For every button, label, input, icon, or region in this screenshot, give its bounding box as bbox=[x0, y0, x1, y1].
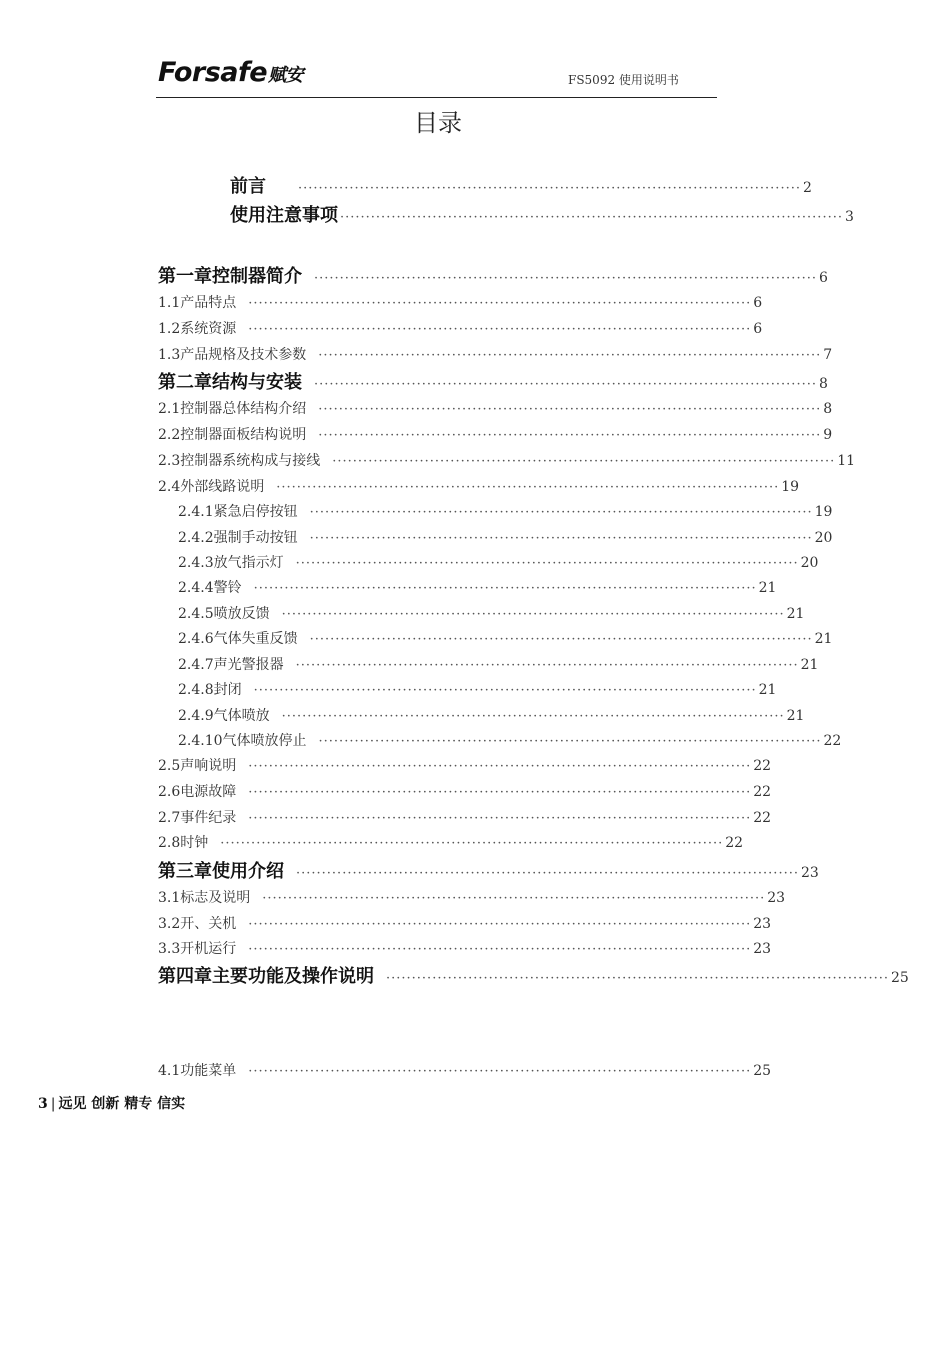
toc-entry-number: 2.4.1 bbox=[178, 504, 214, 520]
toc-page-number: 23 bbox=[753, 941, 772, 957]
toc-entry-label: 功能菜单 bbox=[180, 1063, 237, 1079]
footer-separator: | bbox=[50, 1096, 56, 1112]
toc-section-entry[interactable] bbox=[158, 887, 786, 909]
toc-dot-leader: ·································································································· bbox=[248, 811, 752, 826]
toc-dot-leader: ·································································································· bbox=[248, 759, 752, 774]
footer-page-number: 3 bbox=[38, 1096, 48, 1112]
toc-section-entry[interactable] bbox=[158, 938, 772, 960]
toc-page-number: 20 bbox=[800, 555, 819, 571]
toc-page-number: 23 bbox=[800, 865, 819, 881]
toc-entry-number: 2.4.10 bbox=[178, 733, 223, 749]
toc-dot-leader: ·································································································· bbox=[340, 210, 843, 225]
toc-entry-label: 气体失重反馈 bbox=[213, 631, 298, 647]
toc-dot-leader: ·································································································· bbox=[318, 348, 822, 363]
toc-entry-number: 4.1 bbox=[158, 1063, 181, 1079]
toc-page-number: 11 bbox=[837, 453, 856, 469]
toc-section-entry[interactable] bbox=[158, 476, 800, 498]
toc-page-number: 21 bbox=[786, 708, 805, 724]
toc-subsection-entry[interactable] bbox=[178, 603, 805, 625]
toc-entry-number: 2.4.2 bbox=[178, 530, 214, 546]
header-rule bbox=[156, 97, 717, 98]
toc-entry-number: 2.4.8 bbox=[178, 682, 214, 698]
toc-page-number: 6 bbox=[753, 321, 763, 337]
toc-page-number: 21 bbox=[758, 580, 777, 596]
toc-entry-label: 声响说明 bbox=[180, 758, 237, 774]
toc-section-entry[interactable] bbox=[158, 755, 772, 777]
toc-dot-leader: ·································································································· bbox=[281, 709, 785, 724]
toc-entry-number: 2.4.3 bbox=[178, 555, 214, 571]
toc-page-number: 3 bbox=[844, 209, 854, 225]
toc-subsection-entry[interactable] bbox=[178, 527, 833, 549]
toc-page-number: 25 bbox=[753, 1063, 772, 1079]
toc-dot-leader: ·································································································· bbox=[295, 556, 799, 571]
toc-entry-label: 控制器简介 bbox=[212, 266, 302, 287]
toc-entry-number: 2.4 bbox=[158, 479, 181, 495]
toc-entry-number: 1.1 bbox=[158, 295, 181, 311]
toc-page-number: 8 bbox=[823, 401, 833, 417]
toc-entry-number: 2.8 bbox=[158, 835, 181, 851]
toc-entry-label: 使用注意事项 bbox=[230, 205, 338, 226]
toc-page-number: 21 bbox=[800, 657, 819, 673]
toc-section-entry[interactable] bbox=[158, 913, 772, 935]
toc-dot-leader: ·································································································· bbox=[386, 971, 889, 986]
toc-subsection-entry[interactable] bbox=[178, 679, 777, 701]
toc-page-number: 19 bbox=[781, 479, 800, 495]
toc-dot-leader: ·································································································· bbox=[309, 505, 813, 520]
toc-preface-entry[interactable] bbox=[230, 201, 854, 227]
toc-entry-number: 2.3 bbox=[158, 453, 181, 469]
toc-dot-leader: ·································································································· bbox=[314, 271, 817, 286]
toc-page-number: 22 bbox=[753, 784, 772, 800]
toc-dot-leader: ·································································································· bbox=[309, 632, 813, 647]
toc-dot-leader: ·································································································· bbox=[253, 581, 757, 596]
toc-entry-label: 产品特点 bbox=[180, 295, 237, 311]
toc-subsection-entry[interactable] bbox=[178, 552, 819, 574]
toc-page-number: 23 bbox=[753, 916, 772, 932]
toc-page-number: 8 bbox=[818, 376, 828, 392]
toc-entry-label: 气体喷放停止 bbox=[222, 733, 307, 749]
toc-page-number: 22 bbox=[725, 835, 744, 851]
toc-entry-number: 2.1 bbox=[158, 401, 181, 417]
toc-dot-leader: ·································································································· bbox=[248, 785, 752, 800]
toc-dot-leader: ·································································································· bbox=[298, 181, 801, 196]
toc-page-number: 21 bbox=[786, 606, 805, 622]
toc-dot-leader: ·································································································· bbox=[276, 480, 780, 495]
logo-latin: Forsafe bbox=[158, 57, 268, 88]
toc-entry-number: 第二章 bbox=[158, 372, 212, 393]
toc-entry-number: 2.5 bbox=[158, 758, 181, 774]
toc-dot-leader: ·································································································· bbox=[332, 454, 836, 469]
toc-entry-label: 喷放反馈 bbox=[213, 606, 270, 622]
toc-page-number: 20 bbox=[814, 530, 833, 546]
toc-entry-label: 强制手动按钮 bbox=[213, 530, 298, 546]
toc-dot-leader: ·································································································· bbox=[309, 531, 813, 546]
toc-dot-leader: ·································································································· bbox=[248, 322, 752, 337]
toc-entry-label: 控制器面板结构说明 bbox=[180, 427, 307, 443]
toc-page-number: 22 bbox=[753, 810, 772, 826]
toc-entry-number: 2.4.6 bbox=[178, 631, 214, 647]
toc-chapter-entry[interactable] bbox=[158, 262, 828, 288]
logo-chinese: 赋安 bbox=[268, 65, 304, 86]
toc-entry-label: 开机运行 bbox=[180, 941, 237, 957]
toc-entry-label: 放气指示灯 bbox=[213, 555, 284, 571]
toc-entry-number: 1.2 bbox=[158, 321, 181, 337]
toc-section-entry[interactable] bbox=[158, 398, 833, 420]
toc-entry-label: 电源故障 bbox=[180, 784, 237, 800]
toc-page-number: 7 bbox=[823, 347, 833, 363]
toc-entry-number: 2.7 bbox=[158, 810, 181, 826]
toc-dot-leader: ·································································································· bbox=[248, 917, 752, 932]
toc-dot-leader: ·································································································· bbox=[318, 428, 822, 443]
toc-section-entry[interactable] bbox=[158, 1060, 772, 1082]
toc-page-number: 19 bbox=[814, 504, 833, 520]
toc-entry-number: 第三章 bbox=[158, 861, 212, 882]
toc-dot-leader: ·································································································· bbox=[262, 891, 766, 906]
toc-page-number: 25 bbox=[890, 970, 909, 986]
toc-entry-label: 紧急启停按钮 bbox=[213, 504, 298, 520]
toc-entry-number: 第一章 bbox=[158, 266, 212, 287]
toc-entry-label: 封闭 bbox=[213, 682, 242, 698]
toc-section-entry[interactable] bbox=[158, 450, 856, 472]
document-id: FS5092 使用说明书 bbox=[568, 73, 679, 87]
footer-motto: 远见 创新 精专 信实 bbox=[58, 1096, 186, 1112]
toc-page-number: 21 bbox=[814, 631, 833, 647]
toc-entry-label: 产品规格及技术参数 bbox=[180, 347, 307, 363]
toc-entry-label: 声光警报器 bbox=[213, 657, 284, 673]
toc-chapter-entry[interactable] bbox=[158, 962, 909, 988]
toc-entry-number: 3.1 bbox=[158, 890, 181, 906]
toc-page-number: 22 bbox=[753, 758, 772, 774]
toc-entry-label: 控制器总体结构介绍 bbox=[180, 401, 307, 417]
toc-subsection-entry[interactable] bbox=[178, 628, 833, 650]
toc-entry-number: 2.6 bbox=[158, 784, 181, 800]
toc-entry-label: 警铃 bbox=[213, 580, 242, 596]
toc-section-entry[interactable] bbox=[158, 832, 744, 854]
toc-dot-leader: ·································································································· bbox=[296, 866, 799, 881]
toc-dot-leader: ·································································································· bbox=[248, 1064, 752, 1079]
toc-page-number: 6 bbox=[753, 295, 763, 311]
toc-subsection-entry[interactable] bbox=[178, 705, 805, 727]
toc-subsection-entry[interactable] bbox=[178, 501, 833, 523]
toc-section-entry[interactable] bbox=[158, 292, 763, 314]
toc-entry-number: 2.4.9 bbox=[178, 708, 214, 724]
toc-page-number: 22 bbox=[823, 733, 842, 749]
toc-dot-leader: ·································································································· bbox=[248, 296, 752, 311]
header-logo bbox=[158, 58, 303, 91]
toc-page-number: 21 bbox=[758, 682, 777, 698]
toc-entry-label: 气体喷放 bbox=[213, 708, 270, 724]
toc-entry-number: 3.3 bbox=[158, 941, 181, 957]
toc-dot-leader: ·································································································· bbox=[314, 377, 817, 392]
toc-entry-number: 第四章 bbox=[158, 966, 212, 987]
toc-dot-leader: ·································································································· bbox=[295, 658, 799, 673]
toc-entry-label: 系统资源 bbox=[180, 321, 237, 337]
toc-entry-number: 1.3 bbox=[158, 347, 181, 363]
toc-entry-label: 事件纪录 bbox=[180, 810, 237, 826]
toc-page-number: 9 bbox=[823, 427, 833, 443]
toc-page-number: 2 bbox=[802, 180, 812, 196]
toc-page-number: 23 bbox=[767, 890, 786, 906]
toc-dot-leader: ·································································································· bbox=[318, 734, 822, 749]
toc-entry-label: 标志及说明 bbox=[180, 890, 251, 906]
toc-entry-label: 控制器系统构成与接线 bbox=[180, 453, 321, 469]
toc-dot-leader: ·································································································· bbox=[253, 683, 757, 698]
toc-dot-leader: ·································································································· bbox=[318, 402, 822, 417]
toc-page-number: 6 bbox=[818, 270, 828, 286]
toc-section-entry[interactable] bbox=[158, 344, 833, 366]
page-title: 目录 bbox=[414, 109, 462, 137]
toc-entry-number: 3.2 bbox=[158, 916, 181, 932]
toc-entry-number: 2.2 bbox=[158, 427, 181, 443]
toc-entry-label: 开、关机 bbox=[180, 916, 237, 932]
toc-section-entry[interactable] bbox=[158, 318, 763, 340]
toc-entry-label: 外部线路说明 bbox=[180, 479, 265, 495]
toc-chapter-entry[interactable] bbox=[158, 857, 819, 883]
toc-dot-leader: ·································································································· bbox=[281, 607, 785, 622]
footer bbox=[38, 1093, 185, 1113]
toc-entry-label: 使用介绍 bbox=[212, 861, 284, 882]
toc-subsection-entry[interactable] bbox=[178, 577, 777, 599]
toc-section-entry[interactable] bbox=[158, 424, 833, 446]
toc-subsection-entry[interactable] bbox=[178, 654, 819, 676]
toc-entry-label: 结构与安装 bbox=[212, 372, 302, 393]
toc-entry-label: 时钟 bbox=[180, 835, 209, 851]
toc-dot-leader: ·································································································· bbox=[220, 836, 724, 851]
toc-chapter-entry[interactable] bbox=[158, 368, 828, 394]
toc-entry-number: 2.4.7 bbox=[178, 657, 214, 673]
toc-entry-number: 2.4.5 bbox=[178, 606, 214, 622]
toc-entry-number: 2.4.4 bbox=[178, 580, 214, 596]
toc-entry-label: 前言 bbox=[230, 176, 266, 197]
toc-entry-label: 主要功能及操作说明 bbox=[212, 966, 374, 987]
toc-section-entry[interactable] bbox=[158, 807, 772, 829]
toc-section-entry[interactable] bbox=[158, 781, 772, 803]
toc-preface-entry[interactable] bbox=[230, 172, 812, 198]
toc-subsection-entry[interactable] bbox=[178, 730, 842, 752]
toc-dot-leader: ·································································································· bbox=[248, 942, 752, 957]
